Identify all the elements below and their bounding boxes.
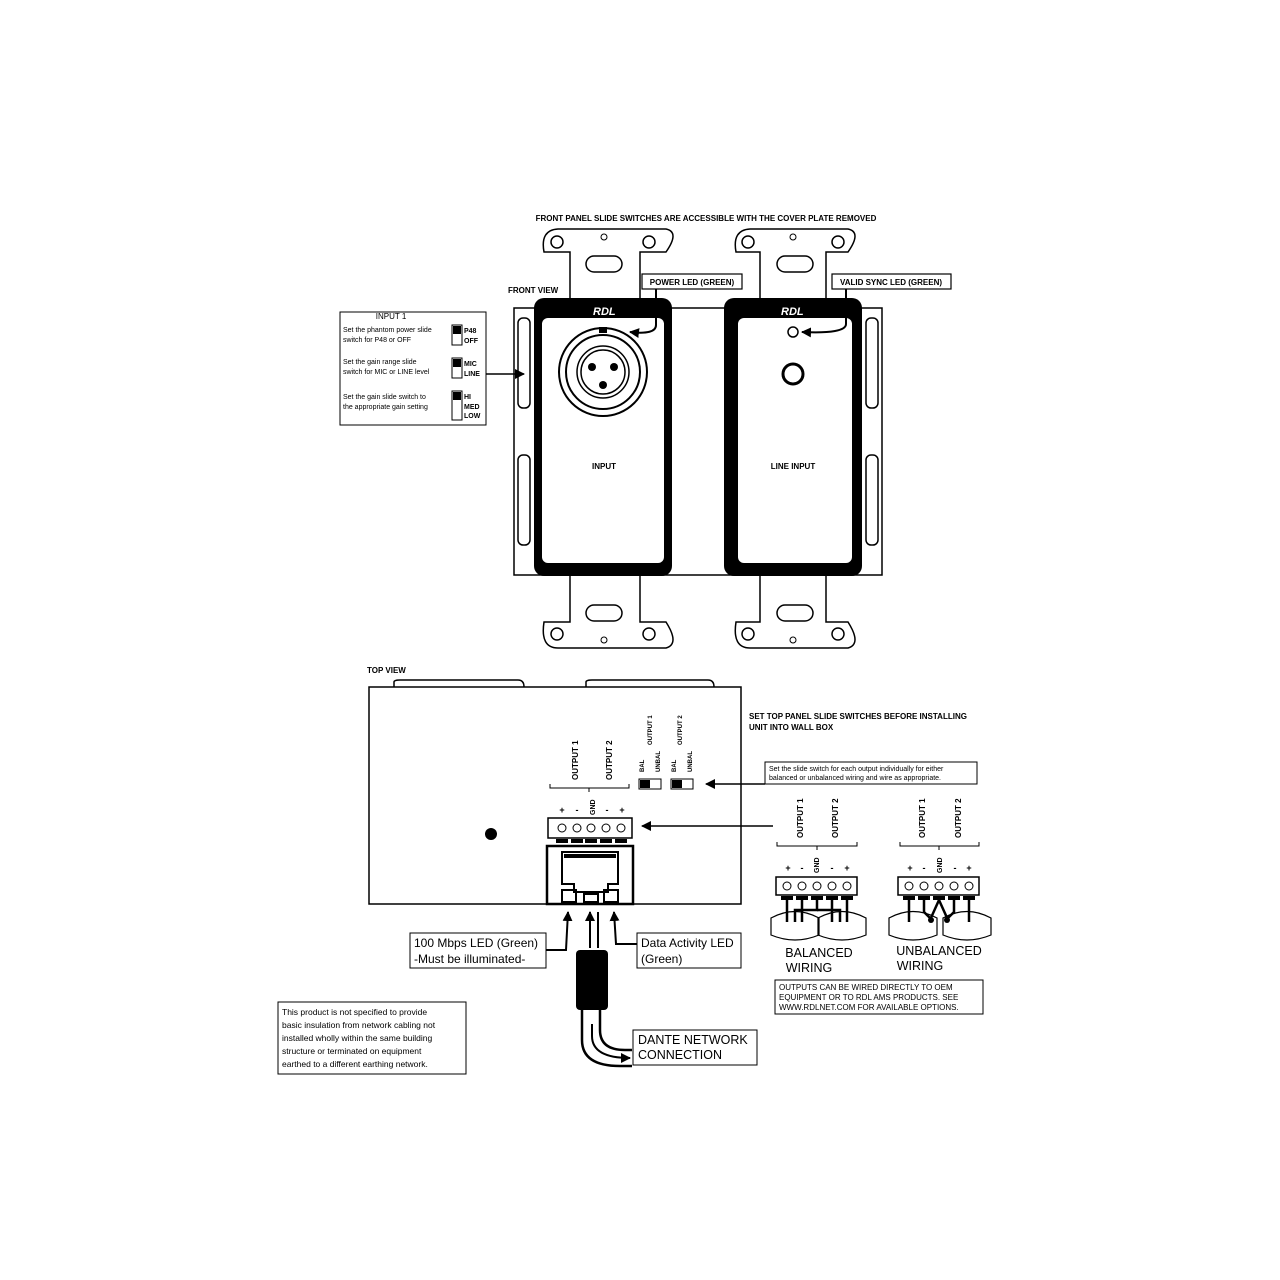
warning-line-3: installed wholly within the same building: [282, 1033, 433, 1043]
bal-pin-gnd: GND: [814, 857, 821, 873]
range-opt-line: LINE: [464, 371, 480, 378]
dante-text-1: DANTE NETWORK: [638, 1033, 748, 1047]
data-led-text-2: (Green): [641, 952, 683, 966]
data-led-text-1: Data Activity LED: [641, 936, 734, 950]
unbal-pin-plus-2: +: [966, 863, 972, 873]
gain-opt-hi: HI: [464, 394, 471, 401]
sw1-unbal: UNBAL: [656, 751, 662, 772]
bal-pin-minus-2: -: [830, 863, 834, 873]
slide-note-1: Set the slide switch for each output individually for either: [769, 766, 944, 773]
dante-text-2: CONNECTION: [638, 1048, 723, 1062]
input1-settings-box: [340, 312, 486, 425]
sync-led-label: VALID SYNC LED (GREEN): [839, 278, 943, 287]
unbal-pin-gnd: GND: [937, 857, 944, 873]
input-label: INPUT: [592, 462, 616, 471]
warning-line-4: structure or terminated on equipment: [282, 1046, 422, 1056]
led100-arrow: [546, 912, 568, 950]
top-output2-label: OUTPUT 2: [605, 740, 614, 780]
bal-pin-minus-1: -: [800, 863, 804, 873]
balanced-text-2: WIRING: [785, 961, 833, 975]
sw2-unbal: UNBAL: [688, 751, 694, 772]
top-switch-note-2: UNIT INTO WALL BOX: [749, 723, 834, 732]
top-pin-minus-1: -: [575, 805, 579, 815]
oem-note-1: OUTPUTS CAN BE WIRED DIRECTLY TO OEM: [779, 983, 953, 992]
unbal-output1-label: OUTPUT 1: [918, 798, 927, 838]
phantom-opt-p48: P48: [464, 328, 477, 335]
top-output1-label: OUTPUT 1: [571, 740, 580, 780]
slide-note-2: balanced or unbalanced wiring and wire as appropriate.: [769, 775, 941, 782]
bal-pin-plus-1: +: [785, 863, 791, 873]
top-pin-gnd: GND: [590, 799, 597, 815]
range-text-2: switch for MIC or LINE level: [343, 369, 430, 376]
warning-line-1: This product is not specified to provide: [282, 1007, 428, 1017]
gain-text-2: the appropriate gain setting: [343, 404, 428, 411]
unbal-pin-minus-1: -: [922, 863, 926, 873]
top-switch-note-1: SET TOP PANEL SLIDE SWITCHES BEFORE INSTALLING: [749, 712, 967, 721]
sw-output1-label: OUTPUT 1: [648, 715, 654, 745]
brand-logo-left: RDL: [593, 306, 616, 318]
top-pin-plus-2: +: [619, 805, 625, 815]
top-pin-plus-1: +: [559, 805, 565, 815]
bal-output2-label: OUTPUT 2: [831, 798, 840, 838]
front-header-text: FRONT PANEL SLIDE SWITCHES ARE ACCESSIBLE WITH THE COVER PLATE REMOVED: [535, 214, 877, 223]
top-pin-minus-2: -: [605, 805, 609, 815]
unbalanced-wiring-diagram: [889, 798, 991, 973]
phantom-opt-off: OFF: [464, 338, 478, 345]
unbal-output2-label: OUTPUT 2: [954, 798, 963, 838]
input-module: [534, 298, 672, 576]
phantom-text-2: switch for P48 or OFF: [343, 337, 412, 344]
sw2-bal: BAL: [672, 759, 678, 772]
phantom-text-1: Set the phantom power slide: [343, 327, 432, 334]
brand-logo-right: RDL: [781, 306, 804, 318]
gain-opt-low: LOW: [464, 413, 481, 420]
input1-title: INPUT 1: [375, 312, 407, 321]
oem-note-2: EQUIPMENT OR TO RDL AMS PRODUCTS. SEE: [779, 993, 959, 1002]
warning-line-5: earthed to a different earthing network.: [282, 1059, 428, 1069]
led100-text-1: 100 Mbps LED (Green): [414, 936, 539, 950]
balanced-wiring-diagram: [771, 798, 866, 975]
range-opt-mic: MIC: [464, 361, 477, 368]
gain-text-1: Set the gain slide switch to: [343, 394, 426, 401]
network-cable: [576, 912, 632, 1066]
line-input-module: [724, 298, 862, 576]
sw-output2-label: OUTPUT 2: [678, 715, 684, 745]
warning-line-2: basic insulation from network cabling not: [282, 1020, 436, 1030]
unbalanced-text-2: WIRING: [896, 959, 944, 973]
led100-text-2: -Must be illuminated-: [414, 952, 526, 966]
balanced-text-1: BALANCED: [785, 946, 853, 960]
unbal-pin-minus-2: -: [953, 863, 957, 873]
oem-note-3: WWW.RDLNET.COM FOR AVAILABLE OPTIONS.: [779, 1003, 959, 1012]
rj45-jack: [547, 846, 633, 904]
terminal-block-top: [548, 818, 632, 843]
sw1-bal: BAL: [640, 759, 646, 772]
top-view-label: TOP VIEW: [367, 666, 406, 675]
bal-output1-label: OUTPUT 1: [796, 798, 805, 838]
line-input-label: LINE INPUT: [770, 462, 816, 471]
unbalanced-text-1: UNBALANCED: [896, 944, 982, 958]
bal-pin-plus-2: +: [844, 863, 850, 873]
gain-opt-med: MED: [464, 404, 480, 411]
range-text-1: Set the gain range slide: [343, 359, 417, 366]
data-led-arrow: [614, 912, 637, 944]
power-led-label: POWER LED (GREEN): [649, 278, 735, 287]
front-view-label: FRONT VIEW: [508, 286, 559, 295]
top-view-body: [369, 680, 741, 904]
unbal-pin-plus-1: +: [907, 863, 913, 873]
